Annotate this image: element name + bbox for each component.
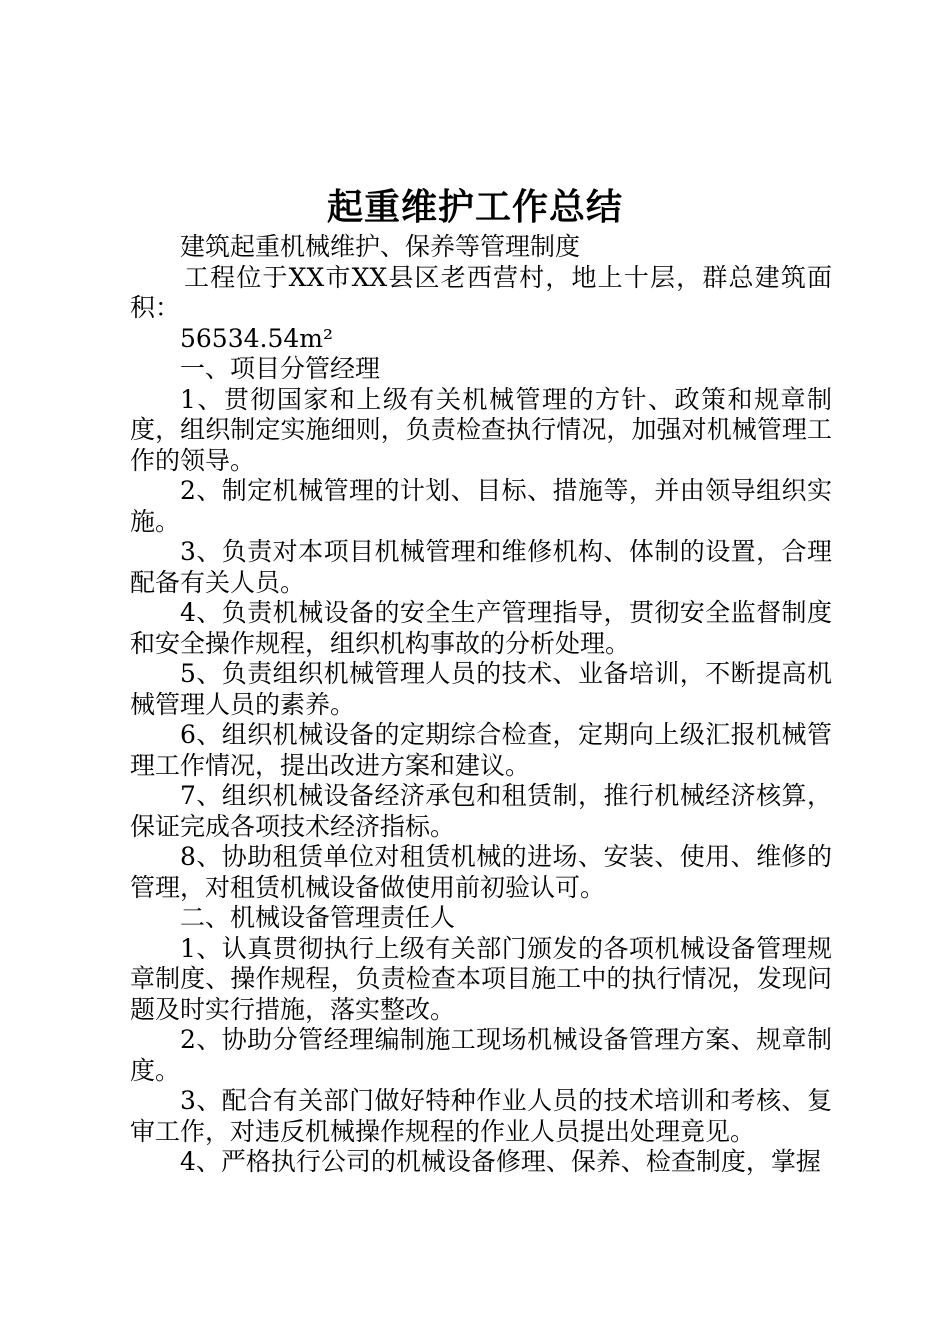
- paragraph-item: 5、负责组织机械管理人员的技术、业备培训，不断提高机械管理人员的素养。: [130, 659, 832, 719]
- paragraph-item: 4、负责机械设备的安全生产管理指导，贯彻安全监督制度和安全操作规程，组织机构事故的分析处理。: [130, 598, 832, 658]
- paragraph-item: 4、严格执行公司的机械设备修理、保养、检查制度，掌握: [180, 1147, 821, 1176]
- paragraph-item: 3、负责对本项目机械管理和维修机构、体制的设置，合理配备有关人员。: [130, 537, 832, 597]
- document-title: 起重维护工作总结: [326, 186, 623, 228]
- paragraph-item: 8、协助租赁单位对租赁机械的进场、安装、使用、维修的管理，对租赁机械设备做使用前初验认可。: [130, 842, 832, 902]
- paragraph-item: 2、协助分管经理编制施工现场机械设备管理方案、规章制度。: [130, 1025, 832, 1085]
- paragraph-item: 7、组织机械设备经济承包和租赁制，推行机械经济核算，保证完成各项技术经济指标。: [130, 781, 832, 841]
- paragraph-area-value: 56534.54m²: [180, 323, 334, 353]
- paragraph-item: 2、制定机械管理的计划、目标、措施等，并由领导组织实施。: [130, 476, 832, 536]
- paragraph-project-location: 工程位于XX市XX县区老西营村，地上十层，群总建筑面积：: [130, 262, 832, 322]
- section-heading-2: 二、机械设备管理责任人: [180, 903, 456, 932]
- paragraph-item: 1、贯彻国家和上级有关机械管理的方针、政策和规章制度，组织制定实施细则，负责检查执行情况，加强对机械管理工作的领导。: [130, 384, 832, 475]
- paragraph-item: 1、认真贯彻执行上级有关部门颁发的各项机械设备管理规章制度、操作规程，负责检查本项目施工中的执行情况，发现问题及时实行措施，落实整改。: [130, 933, 832, 1024]
- paragraph-item: 6、组织机械设备的定期综合检查，定期向上级汇报机械管理工作情况，提出改进方案和建议。: [130, 720, 832, 780]
- paragraph-subtitle: 建筑起重机械维护、保养等管理制度: [180, 232, 581, 261]
- paragraph-item: 3、配合有关部门做好特种作业人员的技术培训和考核、复审工作，对违反机械操作规程的作业人员提出处理竟见。: [130, 1086, 832, 1146]
- section-heading-1: 一、项目分管经理: [180, 354, 381, 383]
- document-body: [130, 232, 832, 1178]
